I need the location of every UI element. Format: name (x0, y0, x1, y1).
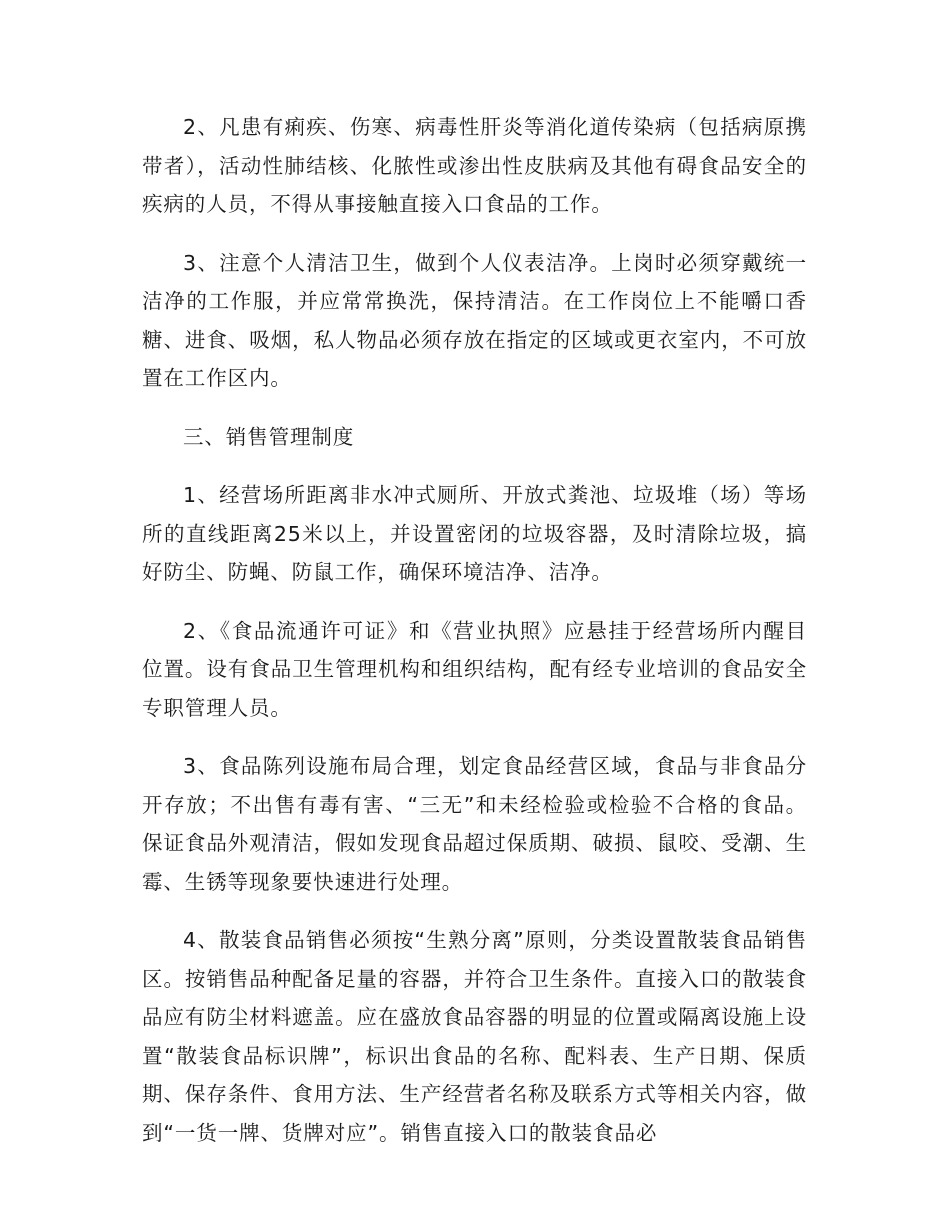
section-paragraph-2: 2、《食品流通许可证》和《营业执照》应悬挂于经营场所内醒目位置。设有食品卫生管理机构和组织结构，配有经专业培训的食品安全专职管理人员。 (142, 618, 807, 720)
paragraph-item-2: 2、凡患有痢疾、伤寒、病毒性肝炎等消化道传染病（包括病原携带者），活动性肺结核、化脓性或渗出性皮肤病及其他有碍食品安全的疾病的人员，不得从事接触直接入口食品的工作。 (142, 115, 807, 216)
paragraph-item-3: 3、注意个人清洁卫生，做到个人仪表洁净。上岗时必须穿戴统一洁净的工作服，并应常常换洗，保持清洁。在工作岗位上不能嚼口香糖、进食、吸烟，私人物品必须存放在指定的区域或更衣室内，不可放置在工作区内。 (142, 250, 807, 390)
section-paragraph-3: 3、食品陈列设施布局合理，划定食品经营区域，食品与非食品分开存放；不出售有毒有害、“三无”和未经检验或检验不合格的食品。保证食品外观清洁，假如发现食品超过保质期、破损、鼠咬、受潮、生霉、生锈等现象要快速进行处理。 (142, 754, 807, 894)
section-paragraph-1: 1、经营场所距离非水冲式厕所、开放式粪池、垃圾堆（场）等场所的直线距离25米以上，并设置密闭的垃圾容器，及时清除垃圾，搞好防尘、防蝇、防鼠工作，确保环境洁净、洁净。 (142, 483, 807, 584)
document-page (142, 108, 807, 1172)
section-paragraph-4: 4、散装食品销售必须按“生熟分离”原则，分类设置散装食品销售区。按销售品种配备足量的容器，并符合卫生条件。直接入口的散装食品应有防尘材料遮盖。应在盛放食品容器的明显的位置或隔离设施上设置“散装食品标识牌”，标识出食品的名称、配料表、生产日期、保质期、保存条件、食用方法、生产经营者名称及联系方式等相关内容，做到“一货一牌、货牌对应”。销售直接入口的散装食品必 (142, 928, 807, 1145)
section-heading: 三、销售管理制度 (183, 424, 355, 449)
